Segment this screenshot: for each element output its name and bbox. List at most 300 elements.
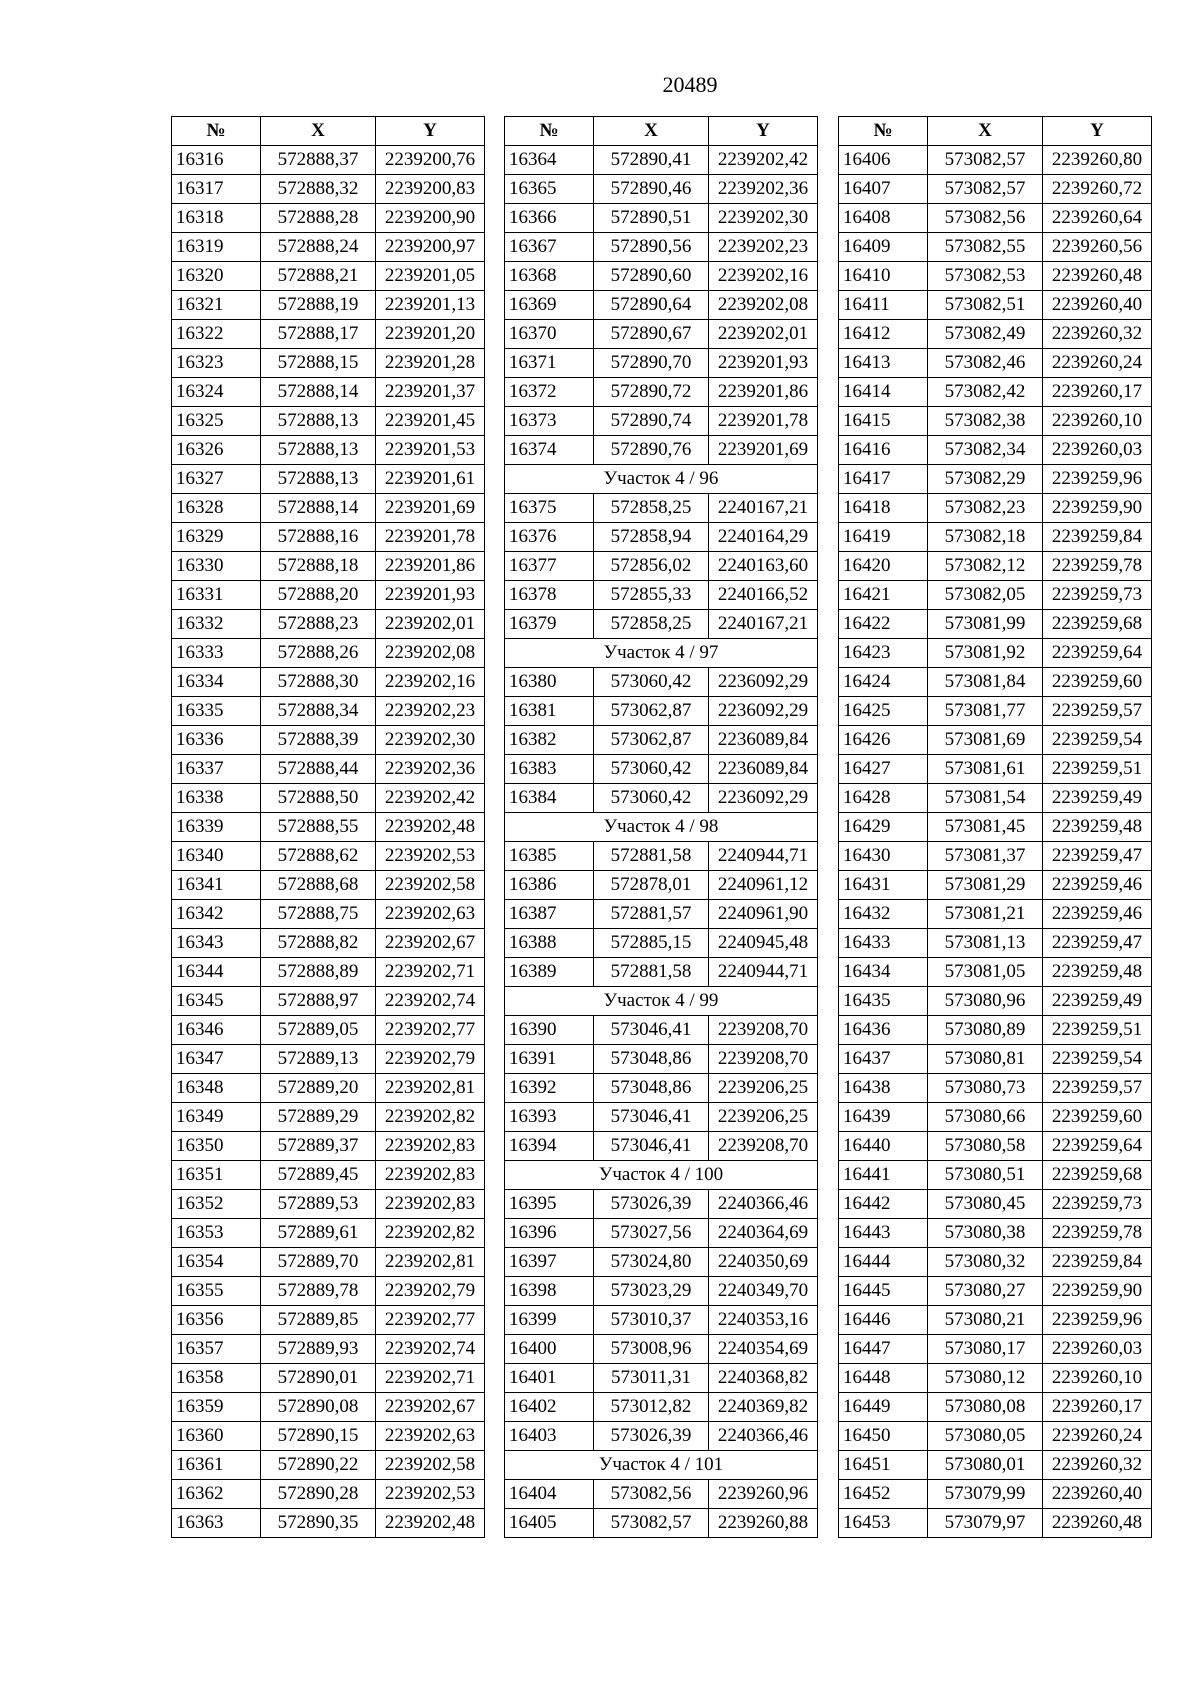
y-coordinate-cell: 2239202,01	[376, 610, 485, 639]
y-coordinate-cell: 2240167,21	[709, 494, 818, 523]
point-number-cell: 16373	[505, 407, 594, 436]
x-coordinate-cell: 572888,55	[261, 813, 376, 842]
table-row	[505, 1219, 818, 1248]
x-coordinate-cell: 572888,13	[261, 436, 376, 465]
table-row	[505, 1480, 818, 1509]
y-coordinate-cell: 2240945,48	[709, 929, 818, 958]
y-coordinate-cell: 2239259,64	[1043, 639, 1152, 668]
point-number-cell: 16339	[172, 813, 261, 842]
point-number-cell: 16409	[839, 233, 928, 262]
x-coordinate-cell: 573082,56	[928, 204, 1043, 233]
y-coordinate-cell: 2239202,71	[376, 958, 485, 987]
x-coordinate-cell: 573023,29	[594, 1277, 709, 1306]
point-number-cell: 16396	[505, 1219, 594, 1248]
x-coordinate-cell: 573082,38	[928, 407, 1043, 436]
point-number-cell: 16325	[172, 407, 261, 436]
point-number-cell: 16316	[172, 146, 261, 175]
x-coordinate-cell: 573082,05	[928, 581, 1043, 610]
x-coordinate-cell: 572856,02	[594, 552, 709, 581]
point-number-cell: 16334	[172, 668, 261, 697]
point-number-cell: 16337	[172, 755, 261, 784]
y-coordinate-cell: 2240164,29	[709, 523, 818, 552]
point-number-cell: 16320	[172, 262, 261, 291]
table-row	[839, 320, 1152, 349]
section-row	[505, 813, 818, 842]
x-coordinate-cell: 572888,97	[261, 987, 376, 1016]
point-number-cell: 16397	[505, 1248, 594, 1277]
x-coordinate-cell: 573081,77	[928, 697, 1043, 726]
section-label: Участок 4 / 97	[505, 639, 818, 668]
point-number-cell: 16407	[839, 175, 928, 204]
x-coordinate-cell: 573080,08	[928, 1393, 1043, 1422]
y-coordinate-cell: 2239260,03	[1043, 436, 1152, 465]
y-coordinate-cell: 2239202,53	[376, 1480, 485, 1509]
table-row	[505, 1190, 818, 1219]
table-row	[172, 958, 485, 987]
table-row	[172, 755, 485, 784]
table-header-row	[839, 117, 1152, 146]
table-row	[505, 146, 818, 175]
y-coordinate-cell: 2239208,70	[709, 1132, 818, 1161]
point-number-cell: 16359	[172, 1393, 261, 1422]
y-coordinate-cell: 2239202,77	[376, 1306, 485, 1335]
y-coordinate-cell: 2239202,67	[376, 929, 485, 958]
point-number-cell: 16428	[839, 784, 928, 813]
header-no: №	[172, 117, 261, 146]
y-coordinate-cell: 2239201,05	[376, 262, 485, 291]
x-coordinate-cell: 572890,67	[594, 320, 709, 349]
point-number-cell: 16364	[505, 146, 594, 175]
table-row	[172, 871, 485, 900]
y-coordinate-cell: 2239260,17	[1043, 378, 1152, 407]
y-coordinate-cell: 2239201,78	[376, 523, 485, 552]
point-number-cell: 16441	[839, 1161, 928, 1190]
point-number-cell: 16343	[172, 929, 261, 958]
point-number-cell: 16353	[172, 1219, 261, 1248]
point-number-cell: 16450	[839, 1422, 928, 1451]
point-number-cell: 16439	[839, 1103, 928, 1132]
table-row	[505, 1364, 818, 1393]
x-coordinate-cell: 572890,41	[594, 146, 709, 175]
table-row	[172, 494, 485, 523]
x-coordinate-cell: 573011,31	[594, 1364, 709, 1393]
point-number-cell: 16377	[505, 552, 594, 581]
point-number-cell: 16444	[839, 1248, 928, 1277]
point-number-cell: 16326	[172, 436, 261, 465]
y-coordinate-cell: 2239202,79	[376, 1045, 485, 1074]
point-number-cell: 16349	[172, 1103, 261, 1132]
x-coordinate-cell: 572888,16	[261, 523, 376, 552]
y-coordinate-cell: 2239202,42	[709, 146, 818, 175]
x-coordinate-cell: 572858,25	[594, 494, 709, 523]
x-coordinate-cell: 573080,27	[928, 1277, 1043, 1306]
y-coordinate-cell: 2240961,12	[709, 871, 818, 900]
table-row	[839, 1132, 1152, 1161]
table-row	[505, 1016, 818, 1045]
x-coordinate-cell: 573027,56	[594, 1219, 709, 1248]
y-coordinate-cell: 2239201,61	[376, 465, 485, 494]
point-number-cell: 16358	[172, 1364, 261, 1393]
x-coordinate-cell: 573046,41	[594, 1132, 709, 1161]
y-coordinate-cell: 2239259,51	[1043, 755, 1152, 784]
y-coordinate-cell: 2239201,86	[709, 378, 818, 407]
y-coordinate-cell: 2239201,86	[376, 552, 485, 581]
y-coordinate-cell: 2239202,08	[709, 291, 818, 320]
x-coordinate-cell: 572855,33	[594, 581, 709, 610]
table-header-row	[505, 117, 818, 146]
table-row	[505, 1393, 818, 1422]
point-number-cell: 16376	[505, 523, 594, 552]
table-row	[839, 697, 1152, 726]
x-coordinate-cell: 572889,29	[261, 1103, 376, 1132]
y-coordinate-cell: 2239202,16	[709, 262, 818, 291]
y-coordinate-cell: 2239259,47	[1043, 842, 1152, 871]
point-number-cell: 16401	[505, 1364, 594, 1393]
table-row	[172, 1074, 485, 1103]
point-number-cell: 16336	[172, 726, 261, 755]
y-coordinate-cell: 2239259,49	[1043, 784, 1152, 813]
x-coordinate-cell: 573080,21	[928, 1306, 1043, 1335]
point-number-cell: 16346	[172, 1016, 261, 1045]
x-coordinate-cell: 572888,14	[261, 494, 376, 523]
table-row	[839, 813, 1152, 842]
table-row	[505, 320, 818, 349]
x-coordinate-cell: 573082,57	[594, 1509, 709, 1538]
x-coordinate-cell: 573080,51	[928, 1161, 1043, 1190]
x-coordinate-cell: 573079,99	[928, 1480, 1043, 1509]
point-number-cell: 16367	[505, 233, 594, 262]
point-number-cell: 16435	[839, 987, 928, 1016]
table-row	[172, 378, 485, 407]
point-number-cell: 16390	[505, 1016, 594, 1045]
point-number-cell: 16443	[839, 1219, 928, 1248]
y-coordinate-cell: 2239202,74	[376, 987, 485, 1016]
x-coordinate-cell: 572858,94	[594, 523, 709, 552]
point-number-cell: 16372	[505, 378, 594, 407]
x-coordinate-cell: 572888,24	[261, 233, 376, 262]
point-number-cell: 16391	[505, 1045, 594, 1074]
point-number-cell: 16410	[839, 262, 928, 291]
y-coordinate-cell: 2240961,90	[709, 900, 818, 929]
table-row	[172, 1190, 485, 1219]
x-coordinate-cell: 573081,05	[928, 958, 1043, 987]
point-number-cell: 16331	[172, 581, 261, 610]
point-number-cell: 16369	[505, 291, 594, 320]
table-header-row	[172, 117, 485, 146]
x-coordinate-cell: 572888,13	[261, 465, 376, 494]
coordinates-table-3	[838, 116, 1152, 1538]
table-row	[172, 900, 485, 929]
table-row	[505, 552, 818, 581]
y-coordinate-cell: 2240350,69	[709, 1248, 818, 1277]
table-row	[505, 262, 818, 291]
y-coordinate-cell: 2240369,82	[709, 1393, 818, 1422]
table-row	[839, 668, 1152, 697]
table-row	[172, 552, 485, 581]
section-row	[505, 465, 818, 494]
point-number-cell: 16438	[839, 1074, 928, 1103]
x-coordinate-cell: 572890,15	[261, 1422, 376, 1451]
y-coordinate-cell: 2236092,29	[709, 784, 818, 813]
point-number-cell: 16431	[839, 871, 928, 900]
point-number-cell: 16393	[505, 1103, 594, 1132]
point-number-cell: 16366	[505, 204, 594, 233]
point-number-cell: 16361	[172, 1451, 261, 1480]
x-coordinate-cell: 572881,58	[594, 842, 709, 871]
point-number-cell: 16430	[839, 842, 928, 871]
y-coordinate-cell: 2239206,25	[709, 1103, 818, 1132]
table-row	[839, 175, 1152, 204]
table-row	[505, 755, 818, 784]
point-number-cell: 16413	[839, 349, 928, 378]
y-coordinate-cell: 2240368,82	[709, 1364, 818, 1393]
point-number-cell: 16405	[505, 1509, 594, 1538]
x-coordinate-cell: 572888,21	[261, 262, 376, 291]
table-row	[505, 900, 818, 929]
x-coordinate-cell: 572888,37	[261, 146, 376, 175]
point-number-cell: 16318	[172, 204, 261, 233]
x-coordinate-cell: 573080,32	[928, 1248, 1043, 1277]
point-number-cell: 16433	[839, 929, 928, 958]
x-coordinate-cell: 573080,89	[928, 1016, 1043, 1045]
y-coordinate-cell: 2239260,24	[1043, 349, 1152, 378]
point-number-cell: 16384	[505, 784, 594, 813]
y-coordinate-cell: 2239259,84	[1043, 523, 1152, 552]
x-coordinate-cell: 573082,49	[928, 320, 1043, 349]
x-coordinate-cell: 573060,42	[594, 784, 709, 813]
point-number-cell: 16411	[839, 291, 928, 320]
x-coordinate-cell: 573082,51	[928, 291, 1043, 320]
table-row	[172, 1422, 485, 1451]
table-row	[839, 1016, 1152, 1045]
y-coordinate-cell: 2239259,57	[1043, 697, 1152, 726]
x-coordinate-cell: 573080,17	[928, 1335, 1043, 1364]
table-row	[172, 233, 485, 262]
y-coordinate-cell: 2239200,90	[376, 204, 485, 233]
section-row	[505, 987, 818, 1016]
point-number-cell: 16344	[172, 958, 261, 987]
x-coordinate-cell: 573008,96	[594, 1335, 709, 1364]
table-row	[839, 262, 1152, 291]
table-row	[839, 146, 1152, 175]
y-coordinate-cell: 2239206,25	[709, 1074, 818, 1103]
y-coordinate-cell: 2239259,64	[1043, 1132, 1152, 1161]
y-coordinate-cell: 2239200,76	[376, 146, 485, 175]
point-number-cell: 16418	[839, 494, 928, 523]
table-row	[839, 204, 1152, 233]
point-number-cell: 16440	[839, 1132, 928, 1161]
x-coordinate-cell: 573081,92	[928, 639, 1043, 668]
table-row	[839, 1393, 1152, 1422]
table-row	[172, 1480, 485, 1509]
point-number-cell: 16356	[172, 1306, 261, 1335]
y-coordinate-cell: 2240366,46	[709, 1422, 818, 1451]
table-row	[839, 349, 1152, 378]
table-row	[172, 668, 485, 697]
x-coordinate-cell: 572890,72	[594, 378, 709, 407]
point-number-cell: 16363	[172, 1509, 261, 1538]
x-coordinate-cell: 572890,01	[261, 1364, 376, 1393]
x-coordinate-cell: 573080,73	[928, 1074, 1043, 1103]
x-coordinate-cell: 573080,96	[928, 987, 1043, 1016]
y-coordinate-cell: 2239202,67	[376, 1393, 485, 1422]
x-coordinate-cell: 573081,54	[928, 784, 1043, 813]
y-coordinate-cell: 2239200,83	[376, 175, 485, 204]
table-row	[839, 1480, 1152, 1509]
y-coordinate-cell: 2239259,46	[1043, 900, 1152, 929]
x-coordinate-cell: 572888,19	[261, 291, 376, 320]
point-number-cell: 16354	[172, 1248, 261, 1277]
y-coordinate-cell: 2239201,78	[709, 407, 818, 436]
point-number-cell: 16419	[839, 523, 928, 552]
y-coordinate-cell: 2240366,46	[709, 1190, 818, 1219]
y-coordinate-cell: 2239260,40	[1043, 1480, 1152, 1509]
point-number-cell: 16429	[839, 813, 928, 842]
y-coordinate-cell: 2239260,48	[1043, 262, 1152, 291]
y-coordinate-cell: 2239260,03	[1043, 1335, 1152, 1364]
y-coordinate-cell: 2240364,69	[709, 1219, 818, 1248]
header-y: Y	[376, 117, 485, 146]
x-coordinate-cell: 573026,39	[594, 1190, 709, 1219]
table-row	[505, 1306, 818, 1335]
point-number-cell: 16323	[172, 349, 261, 378]
x-coordinate-cell: 573062,87	[594, 697, 709, 726]
table-row	[172, 291, 485, 320]
x-coordinate-cell: 572890,22	[261, 1451, 376, 1480]
table-row	[505, 1509, 818, 1538]
y-coordinate-cell: 2239259,68	[1043, 1161, 1152, 1190]
x-coordinate-cell: 573080,12	[928, 1364, 1043, 1393]
table-row	[172, 204, 485, 233]
point-number-cell: 16416	[839, 436, 928, 465]
y-coordinate-cell: 2239260,17	[1043, 1393, 1152, 1422]
section-row	[505, 1451, 818, 1480]
point-number-cell: 16333	[172, 639, 261, 668]
y-coordinate-cell: 2239202,79	[376, 1277, 485, 1306]
x-coordinate-cell: 573080,38	[928, 1219, 1043, 1248]
coordinates-table-2	[504, 116, 818, 1538]
x-coordinate-cell: 572890,70	[594, 349, 709, 378]
point-number-cell: 16436	[839, 1016, 928, 1045]
y-coordinate-cell: 2240353,16	[709, 1306, 818, 1335]
table-row	[505, 1103, 818, 1132]
x-coordinate-cell: 573081,61	[928, 755, 1043, 784]
x-coordinate-cell: 573080,58	[928, 1132, 1043, 1161]
table-row	[172, 1219, 485, 1248]
x-coordinate-cell: 572888,14	[261, 378, 376, 407]
x-coordinate-cell: 572888,32	[261, 175, 376, 204]
table-row	[172, 1045, 485, 1074]
table-row	[839, 1509, 1152, 1538]
table-row	[172, 929, 485, 958]
x-coordinate-cell: 573046,41	[594, 1103, 709, 1132]
table-row	[505, 1422, 818, 1451]
y-coordinate-cell: 2239202,30	[709, 204, 818, 233]
x-coordinate-cell: 572888,26	[261, 639, 376, 668]
header-no: №	[505, 117, 594, 146]
point-number-cell: 16423	[839, 639, 928, 668]
y-coordinate-cell: 2239202,48	[376, 1509, 485, 1538]
x-coordinate-cell: 573026,39	[594, 1422, 709, 1451]
y-coordinate-cell: 2239202,83	[376, 1132, 485, 1161]
table-row	[839, 1451, 1152, 1480]
table-row	[505, 697, 818, 726]
y-coordinate-cell: 2239202,53	[376, 842, 485, 871]
x-coordinate-cell: 572888,13	[261, 407, 376, 436]
x-coordinate-cell: 572888,15	[261, 349, 376, 378]
y-coordinate-cell: 2239260,32	[1043, 320, 1152, 349]
table-row	[505, 204, 818, 233]
x-coordinate-cell: 572888,17	[261, 320, 376, 349]
x-coordinate-cell: 573080,45	[928, 1190, 1043, 1219]
x-coordinate-cell: 572888,20	[261, 581, 376, 610]
x-coordinate-cell: 572890,51	[594, 204, 709, 233]
point-number-cell: 16426	[839, 726, 928, 755]
table-row	[839, 755, 1152, 784]
table-row	[172, 1306, 485, 1335]
x-coordinate-cell: 573079,97	[928, 1509, 1043, 1538]
y-coordinate-cell: 2239260,80	[1043, 146, 1152, 175]
table-row	[172, 842, 485, 871]
point-number-cell: 16415	[839, 407, 928, 436]
point-number-cell: 16380	[505, 668, 594, 697]
x-coordinate-cell: 572888,30	[261, 668, 376, 697]
y-coordinate-cell: 2239259,90	[1043, 494, 1152, 523]
y-coordinate-cell: 2239259,68	[1043, 610, 1152, 639]
point-number-cell: 16406	[839, 146, 928, 175]
point-number-cell: 16341	[172, 871, 261, 900]
point-number-cell: 16375	[505, 494, 594, 523]
table-row	[839, 1045, 1152, 1074]
point-number-cell: 16446	[839, 1306, 928, 1335]
table-row	[505, 668, 818, 697]
point-number-cell: 16451	[839, 1451, 928, 1480]
x-coordinate-cell: 573082,56	[594, 1480, 709, 1509]
x-coordinate-cell: 572881,57	[594, 900, 709, 929]
point-number-cell: 16370	[505, 320, 594, 349]
point-number-cell: 16394	[505, 1132, 594, 1161]
x-coordinate-cell: 572885,15	[594, 929, 709, 958]
header-x: X	[261, 117, 376, 146]
x-coordinate-cell: 573082,23	[928, 494, 1043, 523]
x-coordinate-cell: 573082,46	[928, 349, 1043, 378]
x-coordinate-cell: 573082,57	[928, 146, 1043, 175]
header-x: X	[928, 117, 1043, 146]
point-number-cell: 16342	[172, 900, 261, 929]
header-y: Y	[1043, 117, 1152, 146]
table-row	[505, 1045, 818, 1074]
table-row	[505, 291, 818, 320]
x-coordinate-cell: 573080,01	[928, 1451, 1043, 1480]
y-coordinate-cell: 2239260,32	[1043, 1451, 1152, 1480]
y-coordinate-cell: 2239202,58	[376, 1451, 485, 1480]
x-coordinate-cell: 573080,05	[928, 1422, 1043, 1451]
table-row	[172, 1103, 485, 1132]
table-row	[172, 1277, 485, 1306]
coordinates-table-1	[171, 116, 485, 1538]
y-coordinate-cell: 2239260,40	[1043, 291, 1152, 320]
y-coordinate-cell: 2240166,52	[709, 581, 818, 610]
table-row	[839, 523, 1152, 552]
table-row	[839, 929, 1152, 958]
y-coordinate-cell: 2239260,56	[1043, 233, 1152, 262]
y-coordinate-cell: 2239201,45	[376, 407, 485, 436]
x-coordinate-cell: 572889,93	[261, 1335, 376, 1364]
table-row	[172, 175, 485, 204]
x-coordinate-cell: 572889,20	[261, 1074, 376, 1103]
y-coordinate-cell: 2239259,48	[1043, 958, 1152, 987]
table-row	[505, 871, 818, 900]
